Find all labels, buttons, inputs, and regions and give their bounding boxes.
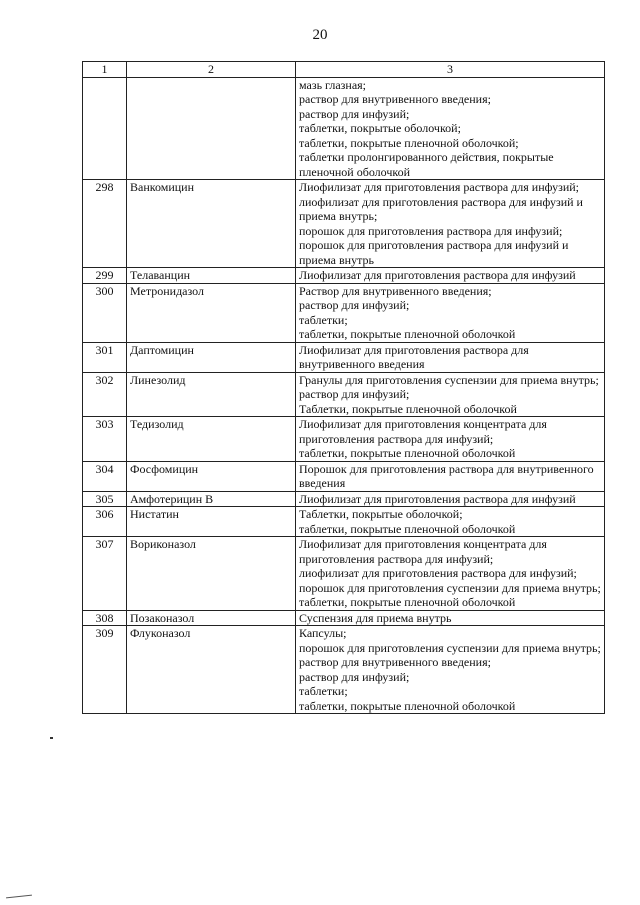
drug-name: Метронидазол bbox=[127, 283, 296, 342]
dosage-form-item: Лиофилизат для приготовления концентрата для приготовления раствора для инфузий; bbox=[299, 417, 547, 446]
row-number: 299 bbox=[83, 268, 127, 284]
dosage-form-item: порошок для приготовления суспензии для приема внутрь; bbox=[299, 580, 601, 595]
scan-mark bbox=[6, 895, 32, 899]
drug-name: Даптомицин bbox=[127, 342, 296, 372]
dosage-form-item: Лиофилизат для приготовления раствора для инфузий bbox=[299, 491, 576, 506]
dosage-forms bbox=[296, 342, 605, 372]
row-number: 302 bbox=[83, 372, 127, 417]
drug-name: Нистатин bbox=[127, 507, 296, 537]
column-header-forms: 3 bbox=[296, 62, 605, 78]
table-row bbox=[83, 491, 605, 507]
dosage-form-item: Таблетки, покрытые оболочкой; bbox=[299, 507, 463, 521]
dosage-form-item: таблетки, покрытые пленочной оболочкой bbox=[299, 595, 516, 609]
row-number: 308 bbox=[83, 610, 127, 626]
dosage-form-item: Лиофилизат для приготовления концентрата для приготовления раствора для инфузий; bbox=[299, 537, 547, 566]
drug-table bbox=[82, 61, 605, 714]
dosage-forms bbox=[296, 372, 605, 417]
dosage-form-item: таблетки, покрытые пленочной оболочкой bbox=[299, 698, 516, 713]
dosage-form-item: Лиофилизат для приготовления раствора для инфузий; bbox=[299, 180, 580, 194]
dosage-form-item: таблетки; bbox=[299, 312, 348, 327]
dosage-forms bbox=[296, 461, 605, 491]
dosage-form-item: лиофилизат для приготовления раствора для инфузий; bbox=[299, 566, 577, 580]
table-row bbox=[83, 610, 605, 626]
dosage-form-item: раствор для инфузий; bbox=[299, 669, 410, 684]
header-row bbox=[83, 62, 605, 78]
table-row bbox=[83, 372, 605, 417]
dosage-form-item: Суспензия для приема внутрь bbox=[299, 610, 452, 625]
row-number: 305 bbox=[83, 491, 127, 507]
dosage-forms bbox=[296, 537, 605, 611]
row-number: 300 bbox=[83, 283, 127, 342]
dosage-forms bbox=[296, 610, 605, 626]
dosage-form-item: порошок для приготовления раствора для инфузий; bbox=[299, 223, 563, 238]
dosage-form-item: раствор для внутривенного введения; bbox=[299, 655, 491, 669]
dosage-form-item: таблетки; bbox=[299, 684, 348, 698]
dosage-form-item: таблетки пролонгированного действия, покрытые пленочной оболочкой bbox=[299, 150, 554, 179]
dosage-form-item: раствор для инфузий; bbox=[299, 298, 410, 312]
dosage-forms bbox=[296, 507, 605, 537]
drug-name: Позаконазол bbox=[127, 610, 296, 626]
dosage-form-item: Таблетки, покрытые пленочной оболочкой bbox=[299, 401, 517, 416]
table-row bbox=[83, 180, 605, 268]
dosage-forms bbox=[296, 268, 605, 284]
column-header-name: 2 bbox=[127, 62, 296, 78]
page-number: 20 bbox=[312, 27, 328, 43]
dosage-form-item: Лиофилизат для приготовления раствора для инфузий bbox=[299, 268, 576, 282]
dosage-form-item: таблетки, покрытые пленочной оболочкой; bbox=[299, 135, 519, 150]
dosage-forms bbox=[296, 77, 605, 180]
table-row bbox=[83, 461, 605, 491]
drug-name: Амфотерицин В bbox=[127, 491, 296, 507]
row-number: 298 bbox=[83, 180, 127, 268]
dosage-form-item: Лиофилизат для приготовления раствора для внутривенного введения bbox=[299, 342, 529, 371]
drug-name: Линезолид bbox=[127, 372, 296, 417]
dosage-forms bbox=[296, 417, 605, 462]
drug-name: Телаванцин bbox=[127, 268, 296, 284]
drug-name: Флуконазол bbox=[127, 626, 296, 714]
row-number bbox=[83, 77, 127, 180]
dosage-form-item: раствор для инфузий; bbox=[299, 387, 410, 401]
dosage-form-item: Гранулы для приготовления суспензии для приема внутрь; bbox=[299, 372, 599, 387]
table-row bbox=[83, 342, 605, 372]
table-row bbox=[83, 626, 605, 714]
drug-name bbox=[127, 77, 296, 180]
dosage-forms bbox=[296, 180, 605, 268]
row-number: 307 bbox=[83, 537, 127, 611]
dosage-form-item: раствор для инфузий; bbox=[299, 106, 410, 121]
row-number: 306 bbox=[83, 507, 127, 537]
table-row bbox=[83, 268, 605, 284]
dosage-forms bbox=[296, 283, 605, 342]
row-number: 301 bbox=[83, 342, 127, 372]
dosage-form-item: таблетки, покрытые пленочной оболочкой bbox=[299, 327, 516, 341]
table-row bbox=[83, 507, 605, 537]
row-number: 303 bbox=[83, 417, 127, 462]
dosage-form-item: раствор для внутривенного введения; bbox=[299, 92, 491, 106]
row-number: 309 bbox=[83, 626, 127, 714]
dosage-form-item: таблетки, покрытые пленочной оболочкой bbox=[299, 446, 516, 460]
dosage-form-item: таблетки, покрытые пленочной оболочкой bbox=[299, 521, 516, 536]
table-header bbox=[83, 62, 605, 78]
table-row bbox=[83, 77, 605, 180]
dosage-form-item: таблетки, покрытые оболочкой; bbox=[299, 121, 461, 135]
drug-name: Фосфомицин bbox=[127, 461, 296, 491]
dosage-forms bbox=[296, 491, 605, 507]
dosage-form-item: порошок для приготовления суспензии для приема внутрь; bbox=[299, 640, 601, 655]
drug-name: Тедизолид bbox=[127, 417, 296, 462]
row-number: 304 bbox=[83, 461, 127, 491]
dosage-form-item: Порошок для приготовления раствора для внутривенного введения bbox=[299, 461, 594, 490]
drug-name: Ванкомицин bbox=[127, 180, 296, 268]
dosage-form-item: Раствор для внутривенного введения; bbox=[299, 283, 492, 298]
column-header-number: 1 bbox=[83, 62, 127, 78]
dosage-form-item: лиофилизат для приготовления раствора для инфузий и приема внутрь; bbox=[299, 194, 583, 223]
table-row bbox=[83, 283, 605, 342]
table-body bbox=[83, 77, 605, 714]
margin-mark bbox=[50, 737, 53, 739]
dosage-form-item: порошок для приготовления раствора для инфузий и приема внутрь bbox=[299, 238, 569, 267]
table-row bbox=[83, 537, 605, 611]
dosage-form-item: Капсулы; bbox=[299, 626, 347, 640]
table-row bbox=[83, 417, 605, 462]
dosage-forms bbox=[296, 626, 605, 714]
dosage-form-item: мазь глазная; bbox=[299, 77, 367, 92]
drug-name: Вориконазол bbox=[127, 537, 296, 611]
